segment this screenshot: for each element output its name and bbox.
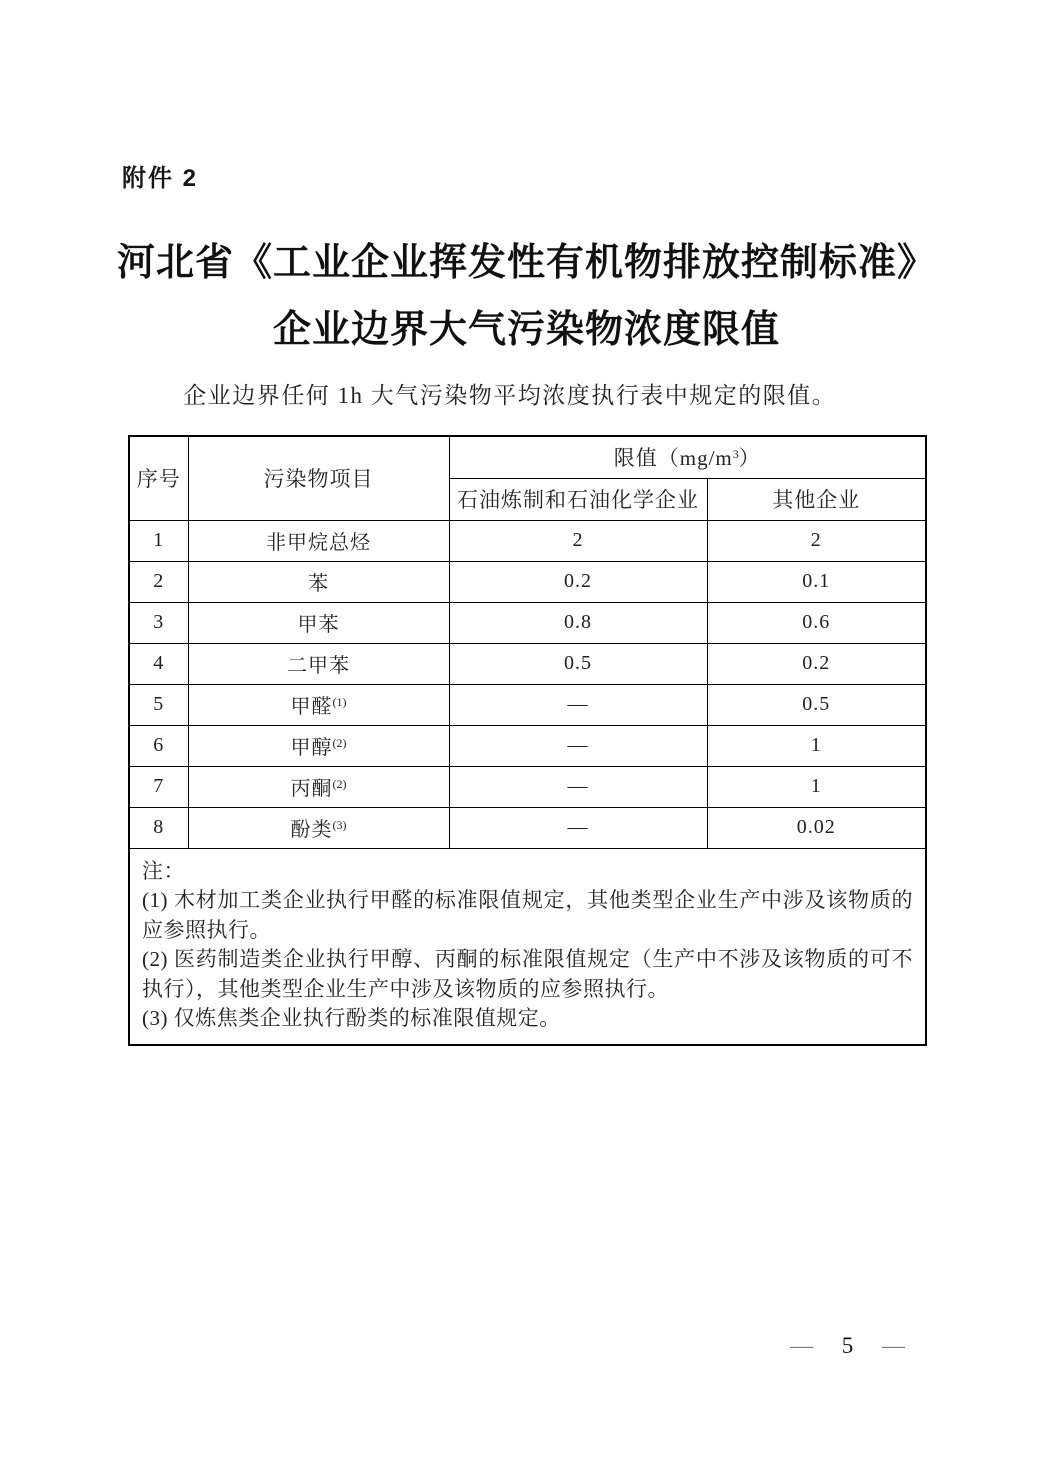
table-row — [129, 602, 926, 643]
row-seq: 7 — [129, 766, 188, 807]
row-seq: 5 — [129, 684, 188, 725]
attachment-label: 附件 2 — [122, 165, 199, 192]
row-other-value: 1 — [707, 725, 926, 766]
row-seq: 1 — [129, 520, 188, 561]
row-pollutant: 苯 — [188, 561, 449, 602]
limit-header-suffix: ） — [738, 446, 761, 471]
row-other-value: 0.02 — [707, 807, 926, 848]
table-row — [129, 520, 926, 561]
row-footnote-marker: (3) — [332, 818, 347, 832]
col-header-seq: 序号 — [129, 436, 188, 520]
page-title-line-1: 河北省《工业企业挥发性有机物排放控制标准》 — [116, 242, 936, 284]
limit-header-superscript: 3 — [732, 447, 739, 462]
page-title-line-2: 企业边界大气污染物浓度限值 — [272, 309, 780, 351]
col-header-other: 其他企业 — [707, 478, 926, 520]
row-footnote-marker: (2) — [332, 736, 347, 750]
table-notes — [129, 848, 926, 1045]
row-other-value: 2 — [707, 520, 926, 561]
row-other-value: 0.6 — [707, 602, 926, 643]
note-item-1: (1) 木材加工类企业执行甲醛的标准限值规定，其他类型企业生产中涉及该物质的应参照执行。 — [142, 888, 914, 942]
table-row — [129, 725, 926, 766]
row-pollutant: 甲醛$^{(1)}$ — [188, 684, 449, 725]
note-item-3: (3) 仅炼焦类企业执行酚类的标准限值规定。 — [142, 1006, 561, 1030]
table-row — [129, 684, 926, 725]
row-other-value: 0.2 — [707, 643, 926, 684]
row-pollutant: 甲醇$^{(2)}$ — [188, 725, 449, 766]
row-other-value: 0.1 — [707, 561, 926, 602]
limit-header-text: 限值（mg/m — [613, 446, 733, 471]
table-row — [129, 643, 926, 684]
table-header-row-1 — [129, 436, 926, 478]
row-petro-value: 0.5 — [449, 643, 707, 684]
row-footnote-marker: (2) — [332, 777, 347, 791]
row-other-value: 1 — [707, 766, 926, 807]
row-pollutant: 二甲苯 — [188, 643, 449, 684]
col-header-pollutant: 污染物项目 — [188, 436, 449, 520]
row-pollutant: 酚类$^{(3)}$ — [188, 807, 449, 848]
row-seq: 2 — [129, 561, 188, 602]
limits-table — [128, 435, 927, 1046]
col-header-petro: 石油炼制和石油化学企业 — [449, 478, 707, 520]
row-pollutant: 丙酮$^{(2)}$ — [188, 766, 449, 807]
row-petro-value: — — [449, 807, 707, 848]
row-seq: 8 — [129, 807, 188, 848]
page-title — [0, 230, 1053, 364]
page-number-value: 5 — [841, 1333, 854, 1358]
row-petro-value: — — [449, 725, 707, 766]
table-notes-row — [129, 848, 926, 1045]
notes-label: 注： — [142, 858, 185, 883]
row-seq: 6 — [129, 725, 188, 766]
row-pollutant: 甲苯 — [188, 602, 449, 643]
page-number-dash-left: — — [790, 1333, 813, 1358]
row-seq: 4 — [129, 643, 188, 684]
row-other-value: 0.5 — [707, 684, 926, 725]
row-pollutant: 非甲烷总烃 — [188, 520, 449, 561]
row-petro-value: 2 — [449, 520, 707, 561]
row-footnote-marker: (1) — [332, 695, 347, 709]
row-petro-value: — — [449, 766, 707, 807]
col-header-limit — [449, 436, 926, 478]
table-row — [129, 807, 926, 848]
row-petro-value: 0.8 — [449, 602, 707, 643]
table-row — [129, 561, 926, 602]
page-number-dash-right: — — [882, 1333, 905, 1358]
limits-table-container — [128, 435, 925, 1046]
note-item-2: (2) 医药制造类企业执行甲醇、丙酮的标准限值规定（生产中不涉及该物质的可不执行），其他类型企业生产中涉及该物质的应参照执行。 — [142, 947, 914, 1001]
row-petro-value: — — [449, 684, 707, 725]
row-seq: 3 — [129, 602, 188, 643]
row-petro-value: 0.2 — [449, 561, 707, 602]
table-row — [129, 766, 926, 807]
intro-paragraph: 企业边界任何 1h 大气污染物平均浓度执行表中规定的限值。 — [183, 383, 837, 408]
page-number — [790, 1333, 905, 1359]
